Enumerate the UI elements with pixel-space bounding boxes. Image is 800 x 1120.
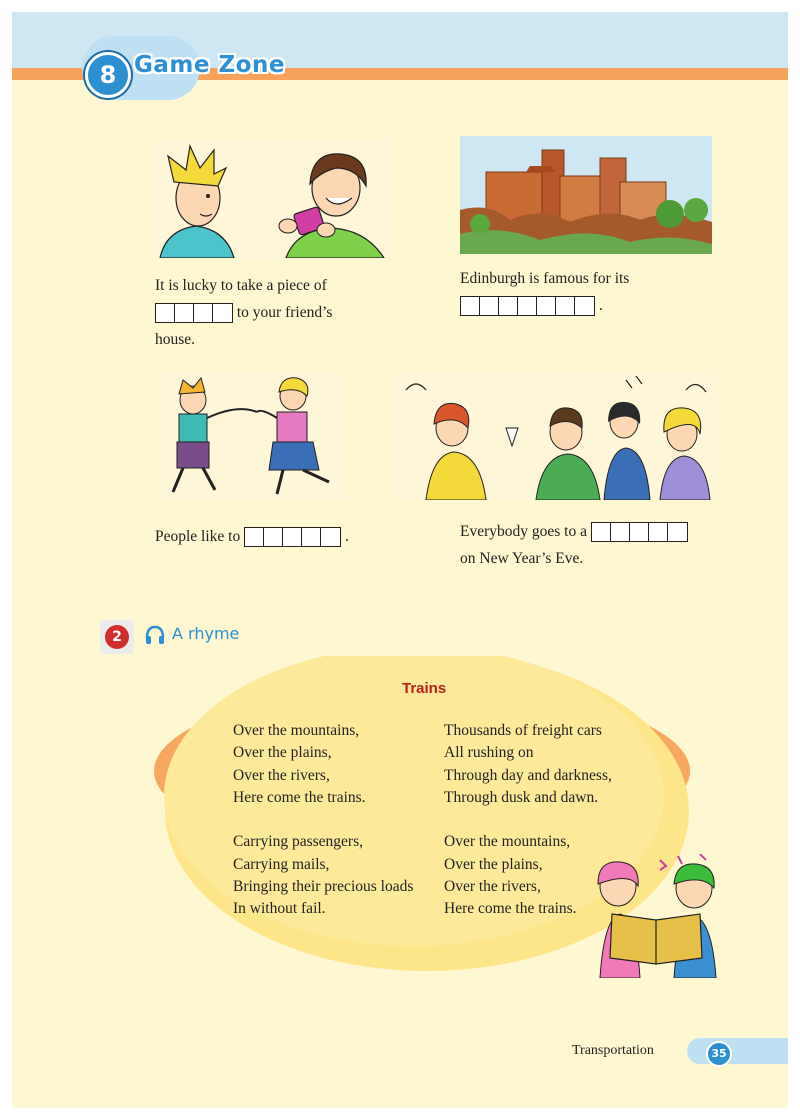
poem-line	[233, 809, 413, 831]
page-number: 35	[706, 1041, 732, 1067]
game-item-2	[460, 265, 720, 319]
poem-line: Through dusk and dawn.	[444, 788, 599, 806]
poem-line: Over the rivers,	[233, 766, 330, 784]
poem-line: All rushing on	[444, 744, 534, 762]
footer-tab	[687, 1038, 788, 1064]
poem-line: Bringing their precious loads	[233, 878, 414, 896]
page-title: Game Zone	[134, 52, 285, 78]
game-item-4	[460, 518, 730, 572]
headphones-icon[interactable]	[144, 624, 166, 646]
poem-line: Over the plains,	[233, 744, 332, 762]
poem-line: Here come the trains.	[444, 900, 577, 918]
game-item-1-before: It is lucky to take a piece of	[155, 277, 327, 294]
poem-line: Carrying passengers,	[233, 833, 363, 851]
poem-line: Thousands of freight cars	[444, 722, 602, 739]
kids-reading-illustration	[590, 854, 726, 978]
poem-left-column	[233, 720, 413, 921]
section-number-badge: 2	[100, 620, 134, 654]
poem-line: Carrying mails,	[233, 855, 330, 873]
edinburgh-castle-illustration	[460, 136, 712, 254]
dancing-couple-illustration	[157, 374, 347, 500]
party-group-illustration	[396, 370, 718, 500]
game-item-3	[155, 523, 415, 550]
poem-line: Through day and darkness,	[444, 766, 612, 784]
game-item-2-after: .	[598, 297, 603, 314]
poem-title: Trains	[402, 680, 447, 697]
poem-line	[444, 809, 612, 831]
poem-right-column	[444, 720, 612, 921]
answer-boxes-2[interactable]	[460, 296, 595, 316]
poem-line: Over the plains,	[444, 855, 543, 873]
page	[12, 12, 788, 1108]
answer-boxes-3[interactable]	[244, 527, 341, 547]
gift-exchange-illustration	[156, 138, 392, 258]
poem-line: Here come the trains.	[233, 788, 366, 806]
game-item-3-after: .	[345, 528, 349, 545]
game-item-4-after: on New Year’s Eve.	[460, 550, 584, 567]
poem-line: Over the mountains,	[233, 722, 360, 739]
poem-line: Over the mountains,	[444, 833, 571, 851]
game-item-2-before: Edinburgh is famous for its	[460, 270, 630, 287]
game-item-1-tail: house.	[155, 331, 196, 348]
game-item-3-before: People like to	[155, 528, 241, 545]
game-item-4-before: Everybody goes to a	[460, 523, 587, 540]
answer-boxes-4[interactable]	[591, 522, 688, 542]
answer-boxes-1[interactable]	[155, 303, 233, 323]
footer-unit-label: Transportation	[572, 1043, 654, 1058]
unit-number-badge: 8	[85, 52, 131, 98]
poem-line: In without fail.	[233, 900, 326, 918]
game-item-1	[155, 272, 405, 353]
poem-line: Over the rivers,	[444, 878, 541, 896]
game-item-1-after: to your friend’s	[236, 304, 333, 321]
section-title: A rhyme	[172, 624, 240, 643]
